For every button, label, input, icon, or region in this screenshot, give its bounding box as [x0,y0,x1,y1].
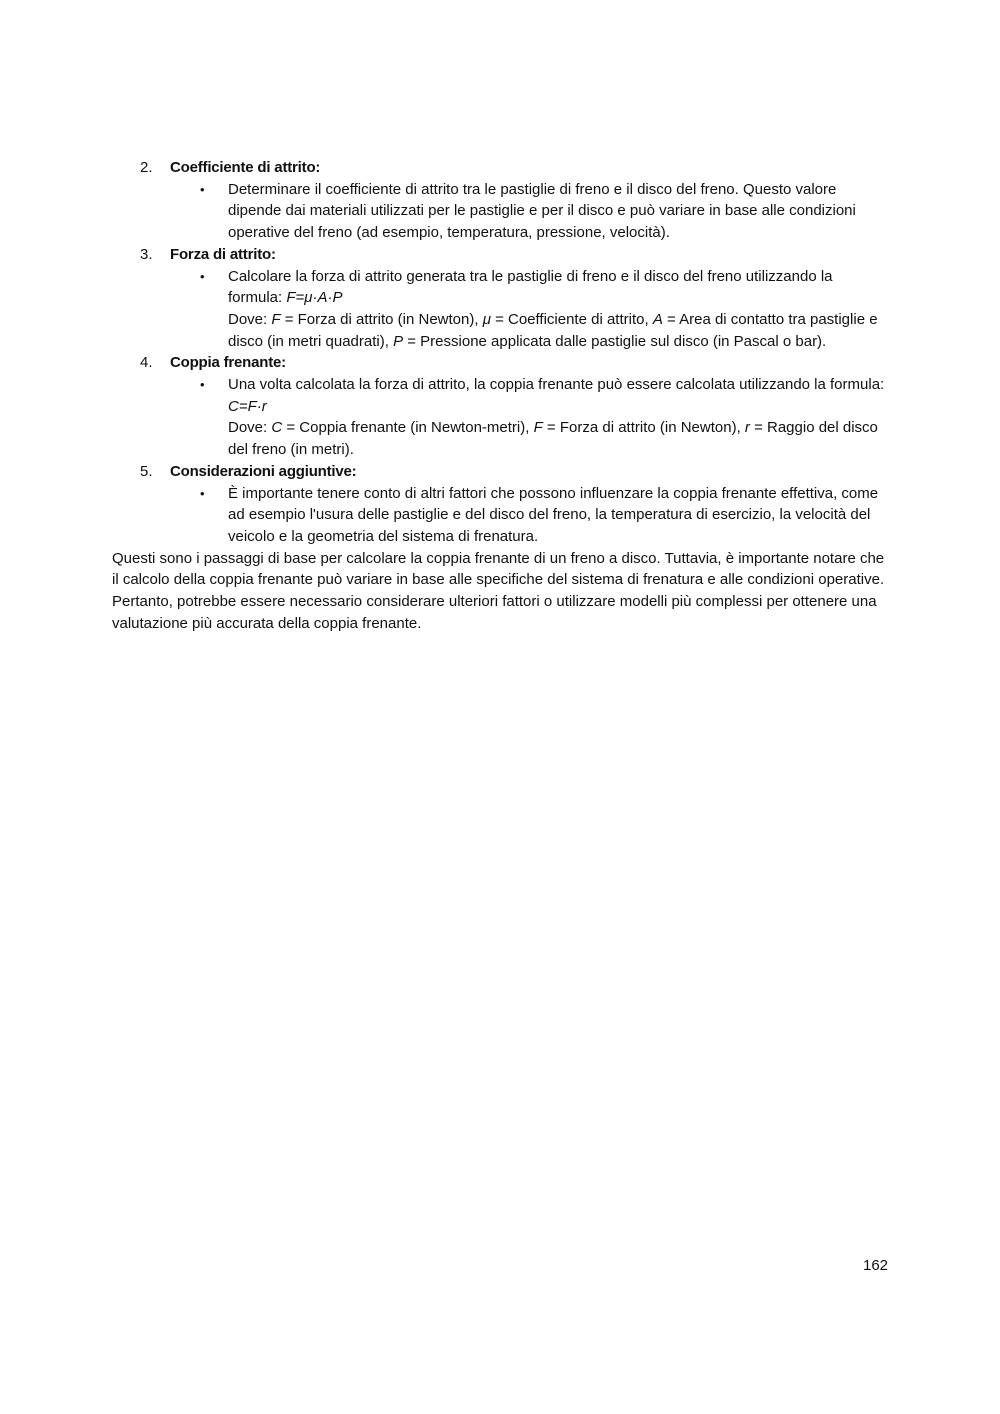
variable-description: = Coppia frenante (in Newton-metri), [282,419,534,437]
variable-symbol: A [652,310,663,328]
formula: F=μ·A·P [286,289,343,307]
variable-description: = Forza di attrito (in Newton), [542,419,745,437]
item-number: 3. [140,245,153,263]
variable-description: = Pressione applicata dalle pastiglie sul disco (in Pascal o bar). [403,332,827,350]
variable-definitions [228,309,887,352]
variable-symbol: F [271,310,281,328]
formula-intro: Calcolare la forza di attrito generata tra le pastiglie di freno e il disco del freno utilizzando la formula: [228,267,833,307]
list-item [112,352,887,461]
variable-description: = Raggio del disco del freno (in metri). [228,419,878,459]
item-number: 2. [140,159,153,176]
variable-symbol: C [271,419,283,437]
item-title: Coefficiente di attrito: [170,159,321,176]
variable-definitions [228,417,887,460]
variable-description: = Coefficiente di attrito, [490,310,653,328]
item-title: Forza di attrito: [170,245,276,263]
numbered-list [112,157,887,548]
variable-symbol: μ [482,310,491,328]
bullet-text: È importante tenere conto di altri fattori che possono influenzare la coppia frenante effettiva, come ad esempio l'usura delle pastiglie e del disco del freno, la temperatura di esercizio, la velocità del veicolo e la geometria del sistema di frenatura. [228,484,879,545]
bullet-point [170,266,887,353]
bullet-icon: • [200,268,205,284]
page-content [112,157,887,634]
bullet-text [228,266,887,309]
bullet-point [170,374,887,461]
formula-intro: Una volta calcolata la forza di attrito, la coppia frenante può essere calcolata utilizzando la formula: [228,376,885,394]
variable-symbol: P [393,332,404,350]
list-item [112,244,887,353]
variable-description: = Forza di attrito (in Newton), [280,310,483,328]
formula: C=F·r [228,397,267,415]
bullet-point [170,483,887,548]
bullet-point [170,179,887,244]
dove-prefix: Dove: [228,419,268,437]
dove-prefix: Dove: [228,310,268,328]
bullet-icon: • [200,485,205,501]
variable-description: = Area di contatto tra pastiglie e disco (in metri quadrati), [228,310,878,350]
item-title: Considerazioni aggiuntive: [170,462,357,480]
variable-symbol: r [744,419,750,437]
bullet-text: Determinare il coefficiente di attrito tra le pastiglie di freno e il disco del freno. Questo valore dipende dai materiali utilizzati per le pastiglie e per il disco e può variare in base alle condizioni operative del freno (ad esempio, temperatura, pressione, velocità). [228,180,856,242]
bullet-icon: • [200,377,205,393]
item-number: 5. [140,462,153,480]
bullet-icon: • [200,181,205,197]
list-item [112,157,887,244]
page-number: 162 [863,1257,889,1274]
bullet-text [228,374,887,417]
closing-paragraph: Questi sono i passaggi di base per calcolare la coppia frenante di un freno a disco. Tuttavia, è importante notare che il calcolo della coppia frenante può variare in base alle specifiche del sistema di frenatura e alle condizioni operative. Pertanto, potrebbe essere necessario considerare ulteriori fattori o utilizzare modelli più complessi per ottenere una valutazione più accurata della coppia frenante. [112,549,885,632]
item-title: Coppia frenante: [170,354,286,372]
variable-symbol: F [533,419,543,437]
list-item [112,461,887,548]
item-number: 4. [140,354,153,372]
